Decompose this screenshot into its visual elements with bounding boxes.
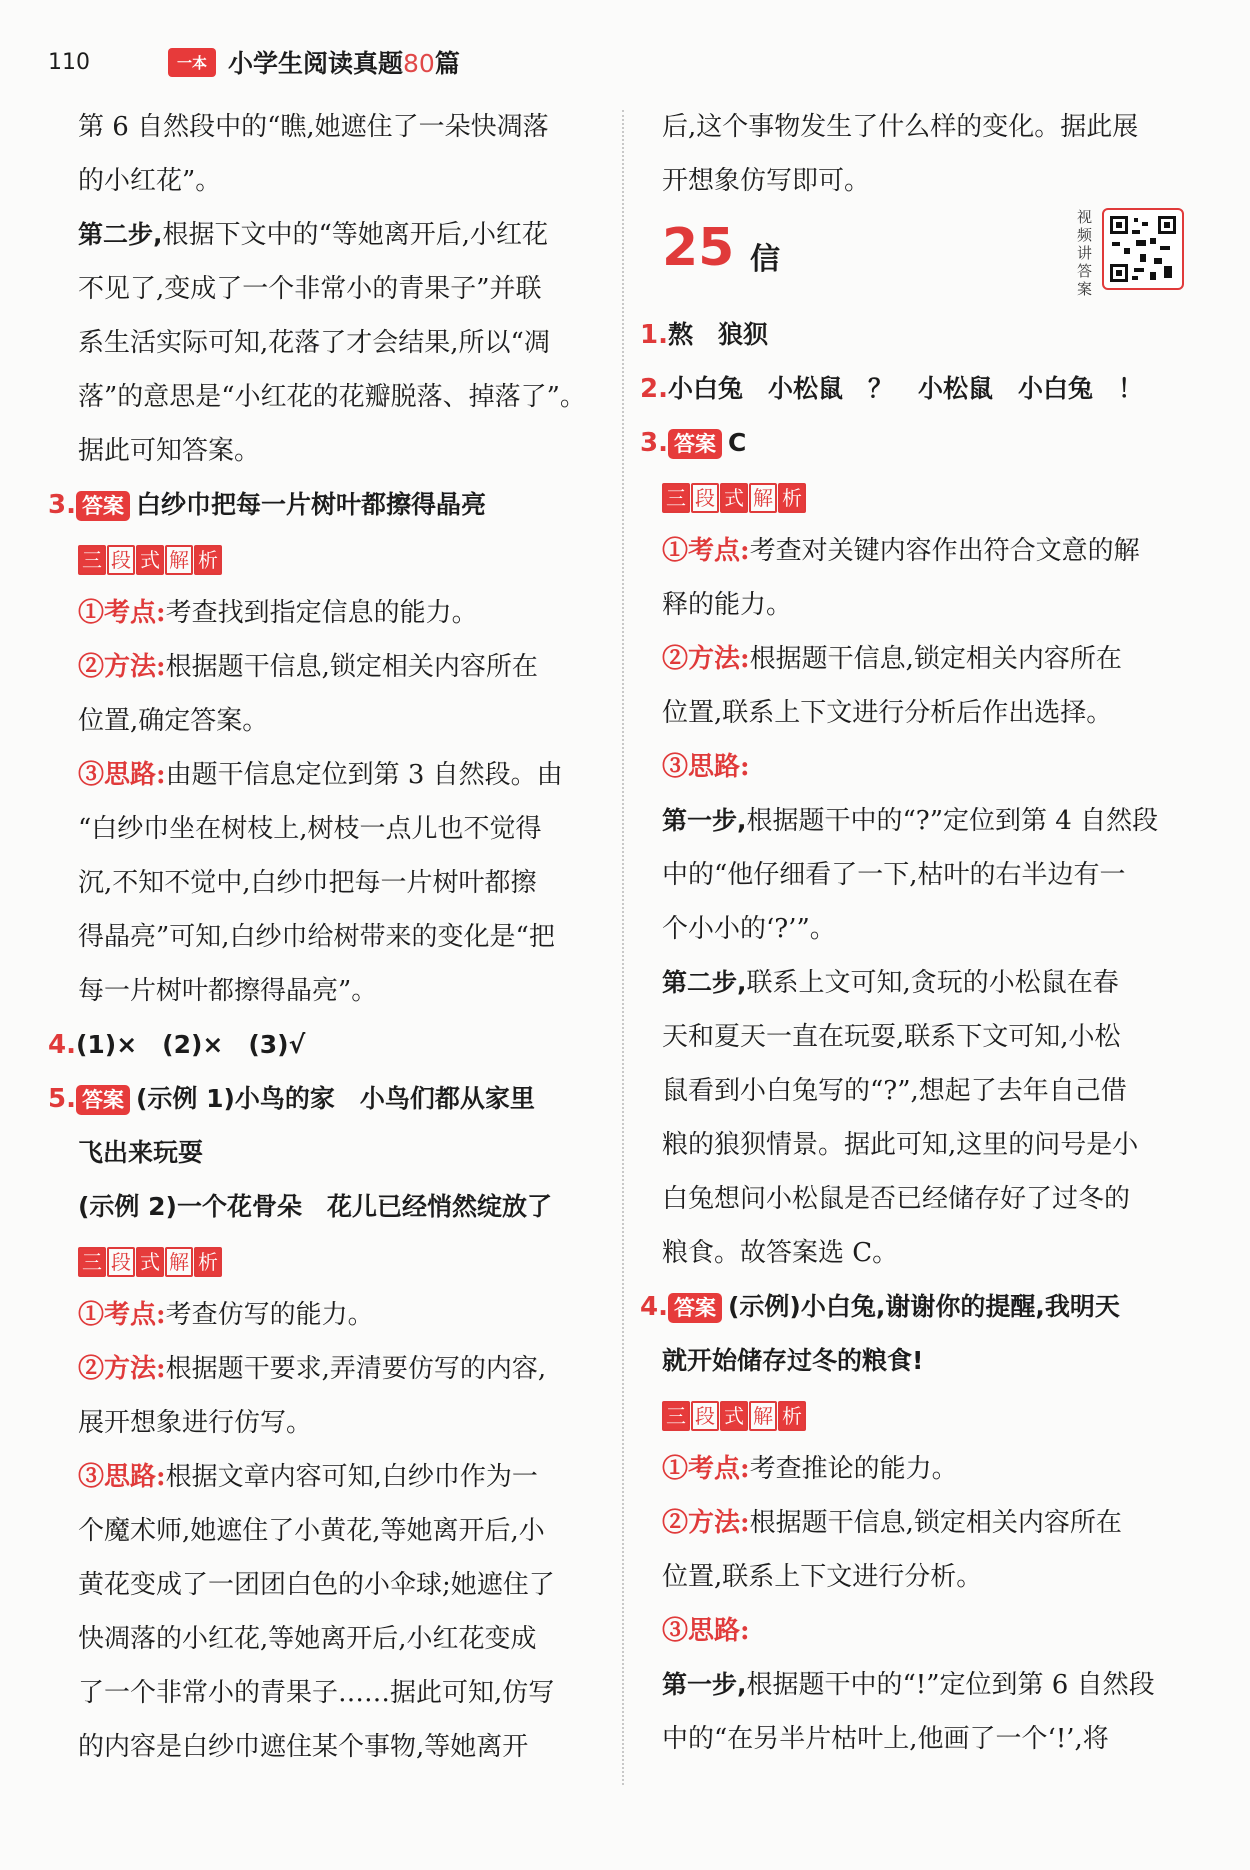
text-line: 就开始储存过冬的粮食! — [662, 1346, 924, 1375]
text-line: (示例 2)一个花骨朵 花儿已经悄然绽放了 — [78, 1192, 552, 1221]
text-line: 鼠看到小白兔写的“?”,想起了去年自己借 — [662, 1076, 1127, 1106]
text-line: 第二步,根据下文中的“等她离开后,小红花 — [78, 220, 549, 250]
q2-answer: 2.小白兔 小松鼠 ？ 小松鼠 小白兔 ！ — [640, 374, 1143, 404]
analysis-idea: ③思路:由题干信息定位到第 3 自然段。由 — [78, 760, 563, 790]
text-line: 了一个非常小的青果子……据此可知,仿写 — [78, 1678, 555, 1708]
text-line: 的小红花”。 — [78, 166, 222, 196]
text-line: 黄花变成了一团团白色的小伞球;她遮住了 — [78, 1570, 555, 1600]
text-line: 每一片树叶都擦得晶亮”。 — [78, 976, 378, 1006]
text-line: 展开想象进行仿写。 — [78, 1408, 313, 1438]
analysis-method: ②方法:根据题干信息,锁定相关内容所在 — [662, 644, 1122, 674]
section-number: 25 — [662, 218, 735, 278]
text-line: 第 6 自然段中的“瞧,她遮住了一朵快凋落 — [78, 112, 549, 142]
analysis-heading: 三 段 式 解 析 — [78, 1234, 608, 1288]
q4-answer: 4.(1)× (2)× (3)√ — [48, 1030, 306, 1060]
analysis-heading: 三 段 式 解 析 — [662, 1388, 1187, 1442]
text-line: 天和夏天一直在玩耍,联系下文可知,小松 — [662, 1022, 1121, 1052]
text-line: 白兔想问小松鼠是否已经储存好了过冬的 — [662, 1184, 1131, 1214]
text-line: 第一步,根据题干中的“?”定位到第 4 自然段 — [662, 806, 1159, 836]
section-title — [662, 208, 1187, 308]
brand-logo: 一本 — [168, 48, 216, 77]
q4-answer: 4. 答案 (示例)小白兔,谢谢你的提醒,我明天 — [640, 1292, 1120, 1322]
analysis-heading: 三 段 式 解 析 — [662, 470, 1187, 524]
section-name: 信 — [750, 242, 780, 277]
text-line: 位置,联系上下文进行分析后作出选择。 — [662, 698, 1113, 728]
text-line: “白纱巾坐在树枝上,树枝一点儿也不觉得 — [78, 814, 542, 844]
text-line: 个小小的‘?’”。 — [662, 914, 836, 944]
text-line: 的内容是白纱巾遮住某个事物,等她离开 — [78, 1732, 529, 1762]
text-line: 释的能力。 — [662, 590, 793, 620]
analysis-idea: ③思路: — [662, 1616, 750, 1646]
text-line: 落”的意思是“小红花的花瓣脱落、掉落了”。 — [78, 382, 586, 412]
text-line: 第二步,联系上文可知,贪玩的小松鼠在春 — [662, 968, 1119, 998]
analysis-point: ①考点:考查推论的能力。 — [662, 1454, 958, 1484]
analysis-method: ②方法:根据题干信息,锁定相关内容所在 — [662, 1508, 1122, 1538]
answer-badge: 答案 — [668, 1293, 722, 1323]
answer-badge: 答案 — [76, 1085, 130, 1115]
analysis-method: ②方法:根据题干信息,锁定相关内容所在 — [78, 652, 538, 682]
q3-answer: 3. 答案 C — [640, 428, 747, 458]
text-line: 飞出来玩耍 — [78, 1138, 204, 1167]
analysis-point: ①考点:考查找到指定信息的能力。 — [78, 598, 478, 628]
analysis-idea: ③思路: — [662, 752, 750, 782]
text-line: 快凋落的小红花,等她离开后,小红花变成 — [78, 1624, 537, 1654]
text-line: 个魔术师,她遮住了小黄花,等她离开后,小 — [78, 1516, 545, 1546]
analysis-heading: 三 段 式 解 析 — [78, 532, 608, 586]
text-line: 据此可知答案。 — [78, 436, 261, 466]
column-divider — [622, 110, 624, 1785]
q3-answer: 3. 答案 白纱巾把每一片树叶都擦得晶亮 — [48, 490, 486, 520]
analysis-point: ①考点:考查对关键内容作出符合文意的解 — [662, 536, 1140, 566]
text-line: 粮的狼狈情景。据此可知,这里的问号是小 — [662, 1130, 1139, 1160]
text-line: 中的“他仔细看了一下,枯叶的右半边有一 — [662, 860, 1126, 890]
page-header — [48, 42, 460, 82]
text-line: 第一步,根据题干中的“!”定位到第 6 自然段 — [662, 1670, 1155, 1700]
text-line: 沉,不知不觉中,白纱巾把每一片树叶都擦 — [78, 868, 537, 898]
answer-badge: 答案 — [76, 491, 130, 521]
text-line: 位置,确定答案。 — [78, 706, 269, 736]
page-number: 110 — [48, 49, 90, 75]
analysis-idea: ③思路:根据文章内容可知,白纱巾作为一 — [78, 1462, 538, 1492]
text-line: 不见了,变成了一个非常小的青果子”并联 — [78, 274, 542, 304]
text-line: 粮食。故答案选 C。 — [662, 1238, 899, 1268]
qr-code-icon[interactable] — [1102, 208, 1184, 290]
text-line: 后,这个事物发生了什么样的变化。据此展 — [662, 112, 1139, 142]
text-line: 系生活实际可知,花落了才会结果,所以“凋 — [78, 328, 550, 358]
analysis-method: ②方法:根据题干要求,弄清要仿写的内容, — [78, 1354, 547, 1384]
q5-answer: 5. 答案 (示例 1)小鸟的家 小鸟们都从家里 — [48, 1084, 535, 1114]
text-line: 得晶亮”可知,白纱巾给树带来的变化是“把 — [78, 922, 555, 952]
analysis-point: ①考点:考查仿写的能力。 — [78, 1300, 374, 1330]
book-title: 小学生阅读真题80篇 — [228, 49, 460, 78]
right-column — [640, 100, 1187, 1766]
qr-label: 视频讲答案 — [1077, 208, 1093, 298]
answer-badge: 答案 — [668, 429, 722, 459]
left-column — [48, 100, 608, 1774]
text-line: 位置,联系上下文进行分析。 — [662, 1562, 983, 1592]
text-line: 中的“在另半片枯叶上,他画了一个‘!’,将 — [662, 1724, 1109, 1754]
q1-answer: 1.熬 狼狈 — [640, 320, 768, 350]
text-line: 开想象仿写即可。 — [662, 166, 871, 196]
